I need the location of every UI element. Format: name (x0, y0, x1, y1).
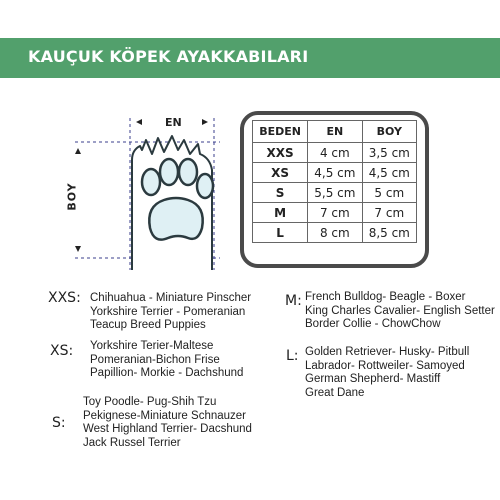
breed-list (305, 346, 469, 400)
paw-illustration (60, 110, 240, 270)
toe-pad-3 (179, 159, 197, 185)
list-item: Chihuahua - Miniature Pinscher (90, 292, 252, 304)
length-cell: 3,5 cm (362, 143, 416, 163)
table-row (253, 183, 417, 203)
length-cell: 7 cm (362, 203, 416, 223)
group-label: XXS: (48, 290, 81, 306)
size-cell: L (253, 223, 308, 243)
toe-pad-2 (160, 159, 178, 185)
list-item: French Bulldog- Beagle - Boxer (305, 291, 466, 303)
breed-list (83, 396, 252, 450)
size-table-header (253, 121, 417, 143)
breed-list (90, 340, 243, 381)
toe-pad-4 (197, 174, 213, 198)
group-label: XS: (50, 343, 74, 359)
list-item: German Shepherd- Mastiff (305, 373, 441, 385)
header-banner (0, 38, 500, 78)
arrow-left-icon (136, 119, 142, 125)
list-item: Teacup Breed Puppies (90, 319, 206, 331)
group-label: L: (286, 348, 299, 364)
group-label: M: (285, 293, 302, 309)
list-item: West Highland Terrier- Dacshund (83, 423, 252, 435)
list-item: Pomeranian-Bichon Frise (90, 353, 220, 366)
size-cell: M (253, 203, 308, 223)
breed-list (90, 292, 251, 333)
group-label: S: (52, 415, 66, 431)
header-length: BOY (362, 121, 416, 143)
size-cell: S (253, 183, 308, 203)
arrow-up-icon (75, 148, 81, 154)
width-cell: 4 cm (308, 143, 362, 163)
paw-diagram (60, 110, 240, 270)
list-item: Toy Poodle- Pug-Shih Tzu (83, 396, 217, 408)
size-table (252, 120, 417, 243)
table-row (253, 163, 417, 183)
width-cell: 4,5 cm (308, 163, 362, 183)
width-cell: 5,5 cm (308, 183, 362, 203)
width-cell: 8 cm (308, 223, 362, 243)
size-table-frame (240, 111, 429, 268)
list-item: King Charles Cavalier- English Setter (305, 304, 495, 317)
width-label: EN (165, 116, 182, 129)
main-pad (149, 198, 202, 240)
arrow-down-icon (75, 246, 81, 252)
page-title: KAUÇUK KÖPEK AYAKKABILARI (28, 47, 309, 66)
list-item: Pekignese-Miniature Schnauzer (83, 409, 247, 422)
list-item: Jack Russel Terrier (83, 436, 181, 449)
table-row (253, 203, 417, 223)
list-item: Yorkshire Terier-Maltese (90, 340, 214, 352)
arrow-right-icon (202, 119, 208, 125)
list-item: Labrador- Rottweiler- Samoyed (305, 359, 465, 372)
list-item: Golden Retriever- Husky- Pitbull (305, 346, 470, 358)
table-row (253, 223, 417, 243)
breed-list (305, 291, 495, 332)
header-size: BEDEN (253, 121, 308, 143)
size-cell: XXS (253, 143, 308, 163)
toe-pad-1 (142, 169, 160, 195)
table-row (253, 143, 417, 163)
size-cell: XS (253, 163, 308, 183)
list-item: Great Dane (305, 386, 365, 399)
width-cell: 7 cm (308, 203, 362, 223)
header-width: EN (308, 121, 362, 143)
list-item: Border Collie - ChowChow (305, 318, 441, 330)
length-cell: 4,5 cm (362, 163, 416, 183)
list-item: Yorkshire Terrier - Pomeranian (90, 305, 246, 318)
height-label: BOY (65, 182, 79, 211)
list-item: Papillion- Morkie - Dachshund (90, 367, 244, 379)
length-cell: 8,5 cm (362, 223, 416, 243)
length-cell: 5 cm (362, 183, 416, 203)
